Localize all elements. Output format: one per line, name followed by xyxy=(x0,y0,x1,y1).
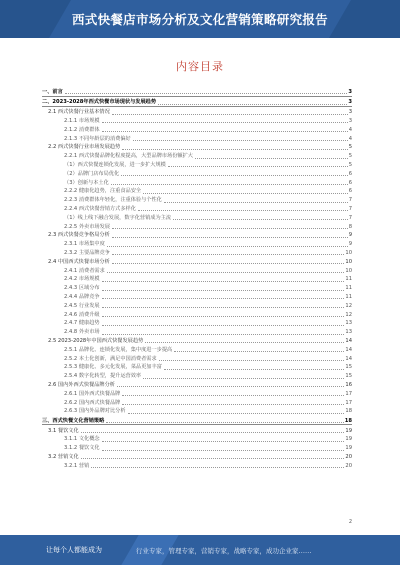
toc-entry-label: 2.5.1 品牌化、连锁化发展，集中度进一步提高 xyxy=(64,346,173,353)
report-title: 西式快餐店市场分析及文化营销策略研究报告 xyxy=(71,12,328,27)
footer-slogan-right: 行业专家，管理专家，营销专家，战略专家，成功企业家…… xyxy=(136,546,312,555)
toc-entry[interactable] xyxy=(42,274,352,283)
toc-entry-label: 3.2 营销文化 xyxy=(48,453,79,460)
toc-leader-dots xyxy=(81,432,345,433)
toc-leader-dots xyxy=(81,458,345,459)
toc-entry-label: 2.2.5 外卖市场发展 xyxy=(64,223,110,230)
toc-entry-label: 2.4.2 市场规模 xyxy=(64,276,100,283)
toc-entry-page: 7 xyxy=(348,205,352,212)
toc-leader-dots xyxy=(122,149,348,150)
toc-entry-label: 2.4.8 外卖市场 xyxy=(64,329,100,336)
toc-entry-label: 3.1.2 餐饮文化 xyxy=(64,445,100,452)
toc-entry[interactable] xyxy=(42,362,352,371)
toc-entry[interactable] xyxy=(42,177,352,186)
toc-entry-page: 6 xyxy=(348,170,352,177)
toc-entry-page: 19 xyxy=(345,436,352,443)
toc-entry[interactable] xyxy=(42,301,352,310)
toc-entry[interactable] xyxy=(42,406,352,415)
toc-entry[interactable] xyxy=(42,107,352,116)
toc-entry[interactable] xyxy=(42,160,352,169)
toc-leader-dots xyxy=(145,342,344,343)
toc-entry-label: 2.4.4 品牌竞争 xyxy=(64,293,100,300)
toc-entry[interactable] xyxy=(42,389,352,398)
toc-entry-label: 2.3.1 市场集中度 xyxy=(64,241,105,248)
toc-entry-label: 2.4 中国西式快餐市场分析 xyxy=(48,258,110,265)
toc-entry-page: 20 xyxy=(345,462,352,469)
toc-entry-page: 4 xyxy=(348,126,352,133)
toc-leader-dots xyxy=(111,184,348,185)
toc-entry-label: 2.3 西式快餐竞争格局分析 xyxy=(48,232,110,239)
toc-leader-dots xyxy=(107,246,348,247)
toc-leader-dots xyxy=(174,351,344,352)
toc-entry-page: 14 xyxy=(345,337,352,344)
toc-heading: 内容目录 xyxy=(176,60,224,73)
toc-entry[interactable] xyxy=(42,309,352,318)
toc-entry-page: 12 xyxy=(345,302,352,309)
toc-entry[interactable] xyxy=(42,142,352,151)
toc-entry-page: 13 xyxy=(345,329,352,336)
toc-entry-label: 2.4.3 区域分布 xyxy=(64,285,100,292)
toc-leader-dots xyxy=(158,104,347,105)
toc-entry[interactable] xyxy=(42,86,352,97)
toc-entry[interactable] xyxy=(42,239,352,248)
toc-entry-page: 15 xyxy=(345,373,352,380)
toc-entry[interactable] xyxy=(42,461,352,470)
toc-entry-label: 3.1 餐饮文化 xyxy=(48,427,79,434)
toc-leader-dots xyxy=(121,175,348,176)
toc-entry[interactable] xyxy=(42,230,352,239)
toc-leader-dots xyxy=(91,467,344,468)
toc-entry[interactable] xyxy=(42,204,352,213)
toc-leader-dots xyxy=(112,237,348,238)
toc-leader-dots xyxy=(102,281,345,282)
toc-entry[interactable] xyxy=(42,425,352,434)
toc-entry-label: 三、西式快餐文化营销策略 xyxy=(42,417,105,424)
toc-leader-dots xyxy=(117,386,344,387)
toc-leader-dots xyxy=(133,140,348,141)
toc-entry-label: （3）创新与本土化 xyxy=(64,179,109,186)
toc-leader-dots xyxy=(102,131,348,132)
toc-leader-dots xyxy=(112,228,348,229)
toc-entry-page: 19 xyxy=(345,445,352,452)
toc-entry[interactable] xyxy=(42,371,352,380)
page-number: 2 xyxy=(348,519,352,525)
toc-entry-label: 3.1.1 文化概念 xyxy=(64,436,100,443)
toc-leader-dots xyxy=(102,325,345,326)
toc-entry-label: 3.2.1 营销 xyxy=(64,462,90,469)
toc-entry[interactable] xyxy=(42,169,352,178)
toc-entry[interactable] xyxy=(42,116,352,125)
toc-entry-label: 2.5.2 本土化创新，满足中国消费者需求 xyxy=(64,355,157,362)
table-of-contents xyxy=(42,86,352,469)
toc-leader-dots xyxy=(102,290,345,291)
toc-leader-dots xyxy=(164,369,345,370)
toc-entry-label: 2.2.3 消费群体年轻化，注重体验与个性化 xyxy=(64,197,162,204)
toc-entry[interactable] xyxy=(42,283,352,292)
toc-entry-page: 5 xyxy=(348,144,352,151)
toc-entry-label: 2.2.1 西式快餐品牌化程度提高，大型品牌市场份额扩大 xyxy=(64,153,193,160)
toc-entry-page: 15 xyxy=(345,364,352,371)
toc-entry-page: 9 xyxy=(348,241,352,248)
toc-entry-label: 2.6.3 国内外品牌对比分析 xyxy=(64,408,126,415)
toc-entry-page: 9 xyxy=(348,232,352,239)
toc-entry-page: 4 xyxy=(348,135,352,142)
toc-entry-label: 2.5.3 健康化、多元化发展，菜品更加丰富 xyxy=(64,364,162,371)
toc-entry[interactable] xyxy=(42,415,352,426)
toc-entry-label: 2.2.2 健康化趋势，注重食品安全 xyxy=(64,188,142,195)
toc-entry-page: 5 xyxy=(348,161,352,168)
toc-entry[interactable] xyxy=(42,195,352,204)
toc-leader-dots xyxy=(122,395,344,396)
toc-entry-label: 2.3.2 主要品牌竞争 xyxy=(64,249,110,256)
toc-entry[interactable] xyxy=(42,397,352,406)
report-header xyxy=(0,0,400,38)
toc-entry-label: 2.4.7 健康趋势 xyxy=(64,320,100,327)
toc-leader-dots xyxy=(143,378,344,379)
toc-leader-dots xyxy=(102,316,345,317)
toc-entry-page: 11 xyxy=(345,285,352,292)
header-decor-stripe xyxy=(329,0,400,38)
toc-entry-label: 2.1.1 市场规模 xyxy=(64,118,100,124)
toc-entry[interactable] xyxy=(42,125,352,134)
toc-entry[interactable] xyxy=(42,318,352,327)
toc-entry-label: （1）西式快餐连锁化发展，进一步扩大规模 xyxy=(64,161,166,168)
toc-entry-page: 3 xyxy=(348,109,352,116)
toc-entry-page: 16 xyxy=(345,381,352,388)
toc-entry-page: 10 xyxy=(345,249,352,256)
toc-entry[interactable] xyxy=(42,443,352,452)
toc-entry-page: 13 xyxy=(345,320,352,327)
toc-entry[interactable] xyxy=(42,327,352,336)
toc-entry-label: 2.2.4 西式快餐营销方式多样化 xyxy=(64,205,136,212)
toc-entry-label: 2.5.4 数字化转型，提升运营效率 xyxy=(64,373,142,380)
toc-leader-dots xyxy=(143,193,348,194)
toc-leader-dots xyxy=(102,298,345,299)
toc-entry-label: 2.5 2023-2028年中国西式快餐发展趋势 xyxy=(48,337,144,344)
toc-leader-dots xyxy=(102,307,345,308)
toc-entry-page: 3 xyxy=(348,118,352,124)
toc-entry-label: （1）线上线下融合发展，数字化营销成为主流 xyxy=(64,214,172,221)
toc-leader-dots xyxy=(112,263,345,264)
toc-entry-page: 10 xyxy=(345,267,352,274)
footer-slogan-left: 让每个人都能成为 xyxy=(46,546,102,554)
toc-entry-page: 14 xyxy=(345,346,352,353)
toc-leader-dots xyxy=(106,422,344,423)
report-footer xyxy=(0,535,400,565)
toc-entry-page: 5 xyxy=(348,153,352,160)
toc-entry[interactable] xyxy=(42,336,352,345)
toc-entry-page: 17 xyxy=(345,399,352,406)
toc-leader-dots xyxy=(173,219,348,220)
toc-entry-page: 6 xyxy=(348,188,352,195)
toc-entry-page: 7 xyxy=(348,214,352,221)
toc-entry[interactable] xyxy=(42,221,352,230)
toc-leader-dots xyxy=(65,93,348,94)
toc-entry[interactable] xyxy=(42,213,352,222)
toc-leader-dots xyxy=(138,210,348,211)
toc-entry-label: 2.6 国内外西式快餐品牌分析 xyxy=(48,381,115,388)
toc-entry-label: 2.1 西式快餐行业基本情况 xyxy=(48,109,110,116)
toc-entry-label: 2.6.1 国外西式快餐品牌 xyxy=(64,390,121,397)
toc-entry-label: 2.1.3 不同年龄层的消费偏好 xyxy=(64,135,131,142)
toc-entry[interactable] xyxy=(42,97,352,108)
toc-leader-dots xyxy=(128,413,345,414)
toc-entry-page: 12 xyxy=(345,311,352,318)
toc-entry[interactable] xyxy=(42,292,352,301)
toc-entry-label: 二、2023-2028年西式快餐市场现状与发展趋势 xyxy=(42,99,157,106)
toc-entry[interactable] xyxy=(42,133,352,142)
toc-entry[interactable] xyxy=(42,434,352,443)
toc-leader-dots xyxy=(107,272,345,273)
toc-leader-dots xyxy=(168,166,348,167)
toc-entry-page: 3 xyxy=(348,99,352,106)
toc-leader-dots xyxy=(102,450,345,451)
toc-entry-label: 2.2 西式快餐行业市场发展趋势 xyxy=(48,144,121,151)
toc-entry[interactable] xyxy=(42,452,352,461)
toc-leader-dots xyxy=(112,254,344,255)
toc-leader-dots xyxy=(102,441,345,442)
toc-entry-page: 10 xyxy=(345,258,352,265)
toc-entry[interactable] xyxy=(42,345,352,354)
toc-entry-page: 17 xyxy=(345,390,352,397)
toc-entry[interactable] xyxy=(42,186,352,195)
toc-entry[interactable] xyxy=(42,151,352,160)
toc-entry-label: 2.4.5 行业发展 xyxy=(64,302,100,309)
toc-entry[interactable] xyxy=(42,380,352,389)
toc-entry-page: 6 xyxy=(348,179,352,186)
toc-entry[interactable] xyxy=(42,257,352,266)
toc-entry[interactable] xyxy=(42,265,352,274)
toc-entry-page: 11 xyxy=(345,293,352,300)
toc-entry-label: 2.6.2 国内西式快餐品牌 xyxy=(64,399,121,406)
toc-entry-label: 2.4.6 消费升级 xyxy=(64,311,100,318)
toc-entry-page: 18 xyxy=(345,408,352,415)
toc-leader-dots xyxy=(195,158,348,159)
toc-entry[interactable] xyxy=(42,353,352,362)
toc-entry[interactable] xyxy=(42,248,352,257)
toc-entry-label: 一、前言 xyxy=(42,88,63,95)
toc-entry-page: 18 xyxy=(344,417,352,424)
toc-entry-page: 14 xyxy=(345,355,352,362)
toc-entry-page: 19 xyxy=(345,427,352,434)
toc-leader-dots xyxy=(122,404,344,405)
toc-leader-dots xyxy=(112,114,348,115)
toc-leader-dots xyxy=(164,202,348,203)
toc-entry-label: 2.4.1 消费者需求 xyxy=(64,267,105,274)
toc-entry-page: 11 xyxy=(345,276,352,283)
toc-leader-dots xyxy=(102,334,345,335)
toc-entry-label: （2）品牌门店布局优化 xyxy=(64,170,120,177)
header-decor-stripe xyxy=(0,0,71,38)
toc-entry-page: 8 xyxy=(348,223,352,230)
toc-entry-label: 2.1.2 消费群体 xyxy=(64,126,100,133)
toc-entry-page: 20 xyxy=(345,453,352,460)
toc-leader-dots xyxy=(159,360,345,361)
toc-entry-page: 3 xyxy=(348,88,352,95)
toc-entry-page: 7 xyxy=(348,197,352,204)
toc-leader-dots xyxy=(102,122,348,123)
